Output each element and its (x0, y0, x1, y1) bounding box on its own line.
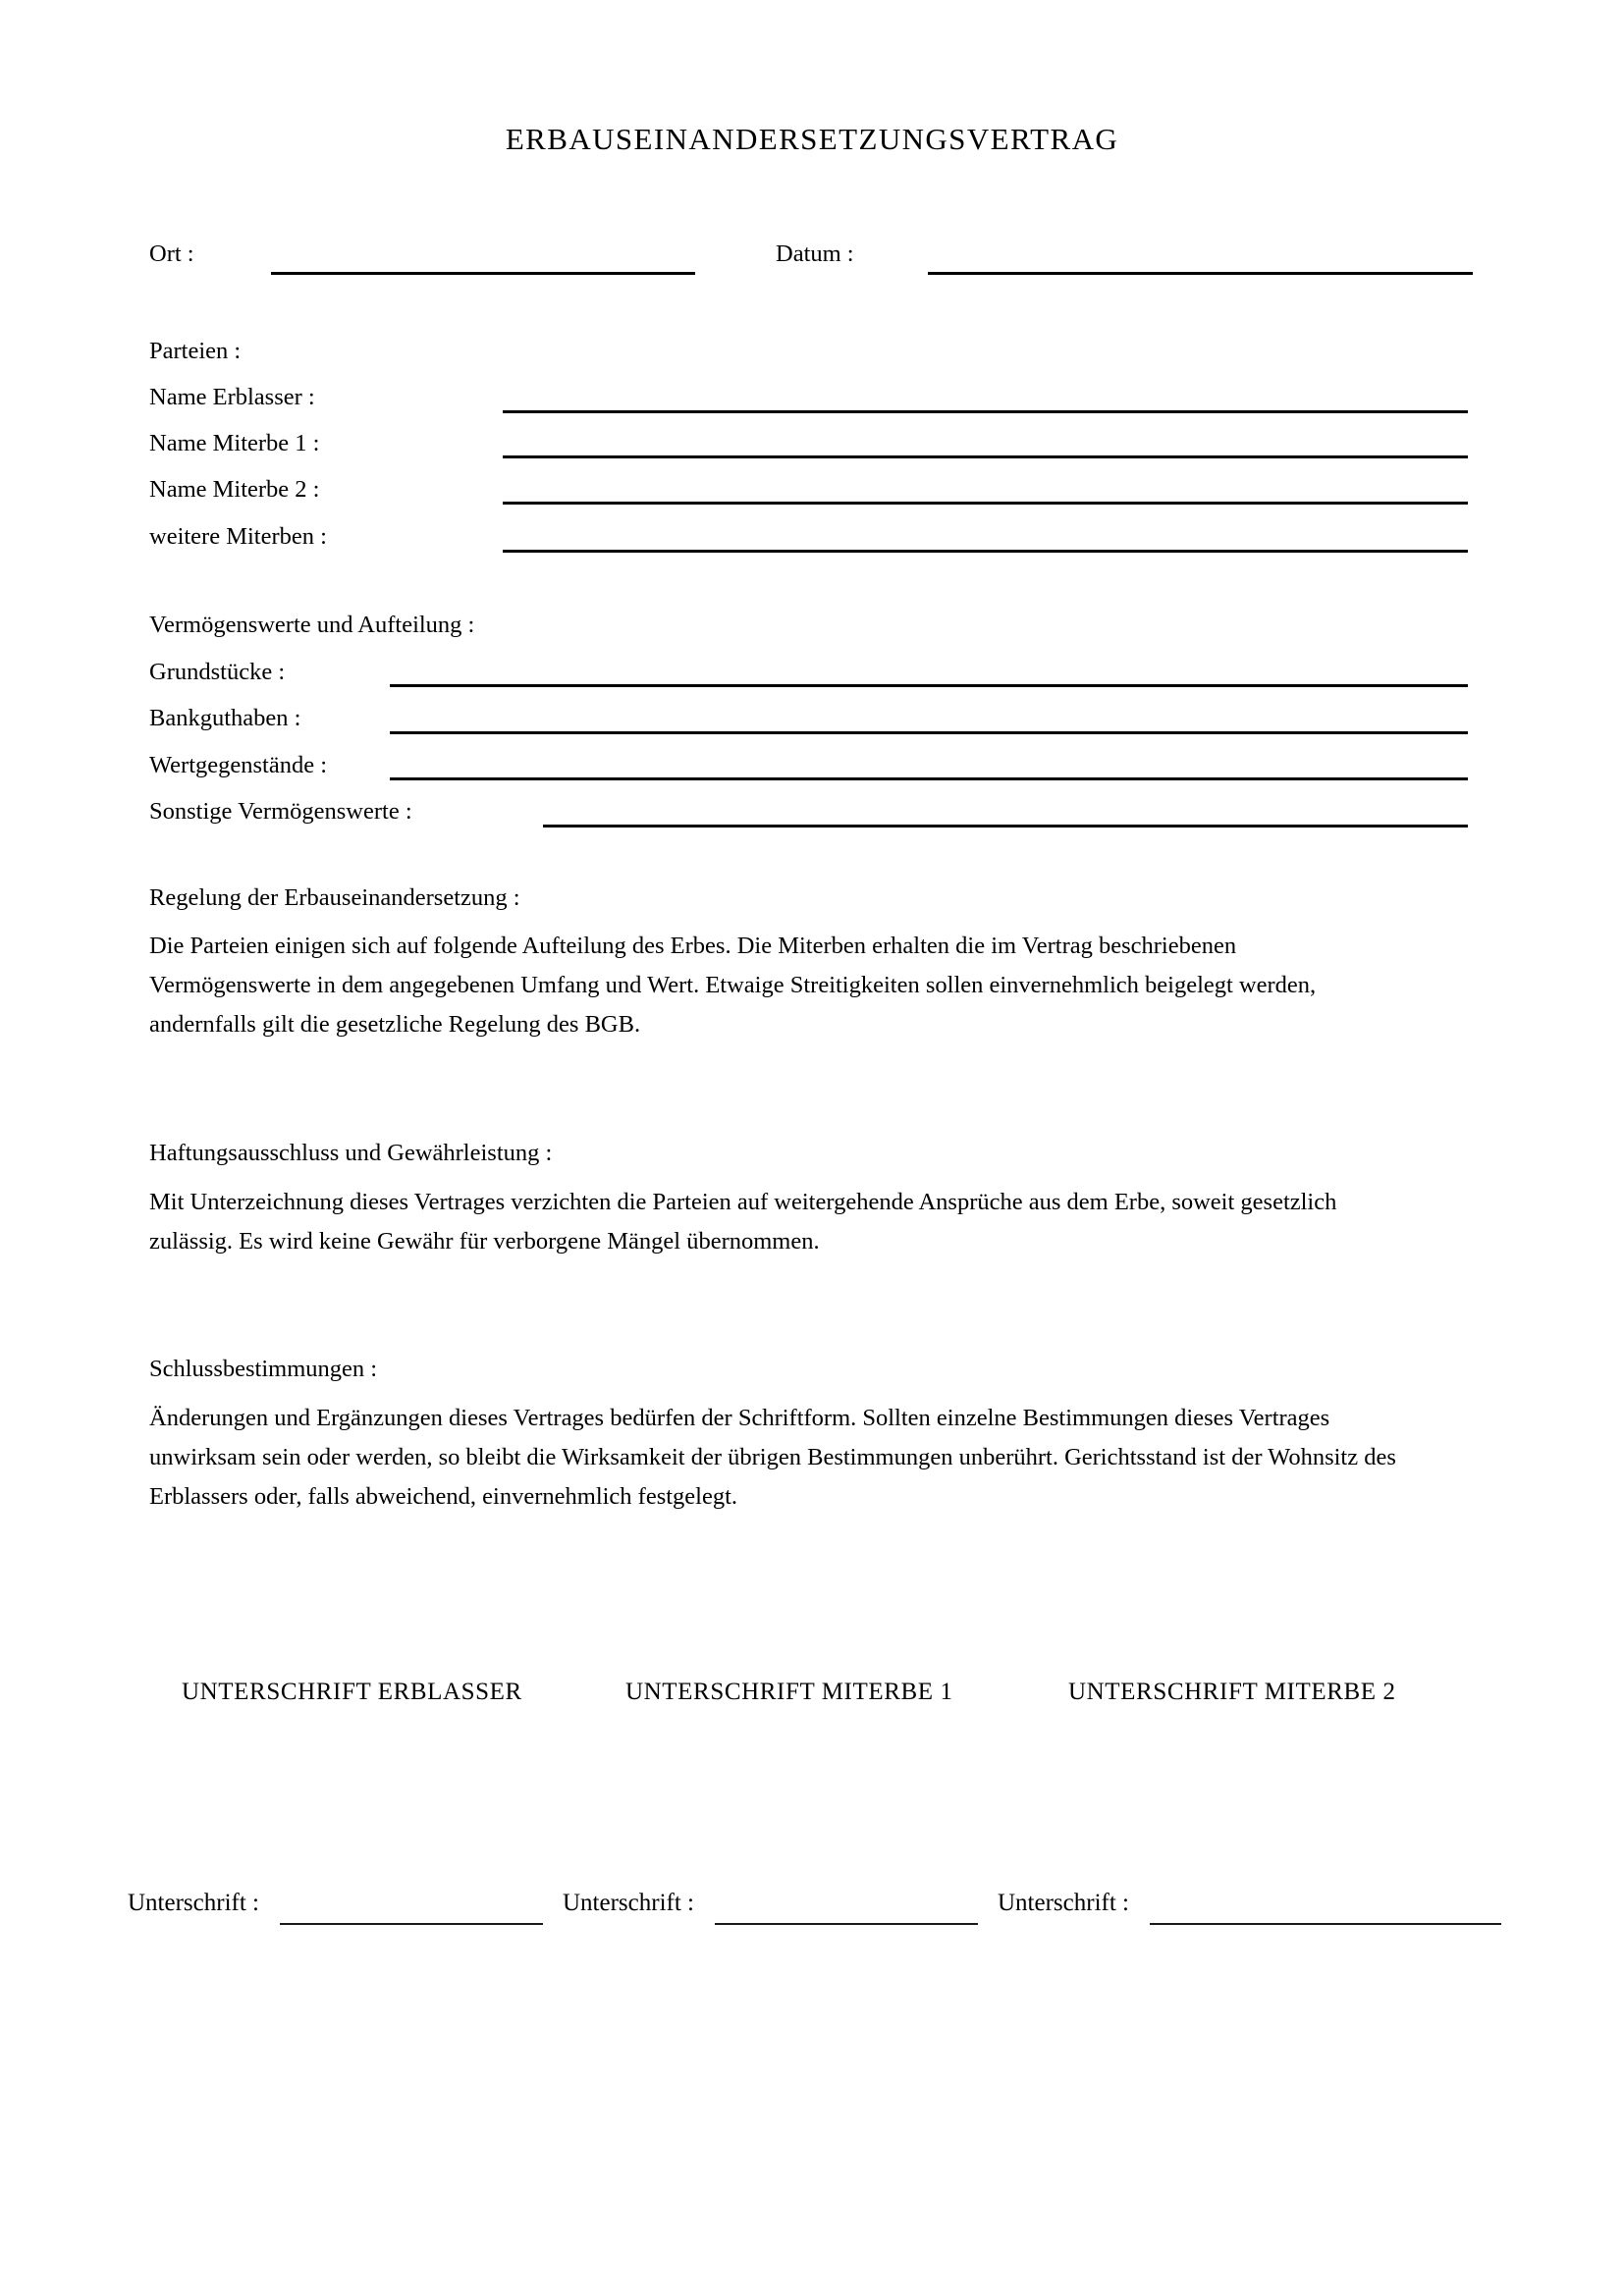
clause-1-heading: Regelung der Erbauseinandersetzung : (149, 884, 520, 911)
clause-3-body: Änderungen und Ergänzungen dieses Vertrages bedürfen der Schriftform. Sollten einzelne Bestimmungen dieses Vertrages unwirksam sein oder werden, so bleibt die Wirksamkeit der übrigen Bestimmungen unberührt. Gerichtsstand ist der Wohnsitz des Erblassers oder, falls abweichend, einvernehmlich festgelegt. (149, 1405, 1396, 1510)
name-miterbe-2-input-line[interactable] (503, 502, 1468, 505)
grundstuecke-input-line[interactable] (390, 684, 1468, 687)
weitere-miterben-label: weitere Miterben : (149, 523, 327, 550)
signature-line-3-label: Unterschrift : (998, 1890, 1129, 1916)
signature-line-2-label: Unterschrift : (563, 1890, 694, 1916)
clause-3-heading: Schlussbestimmungen : (149, 1356, 378, 1382)
name-erblasser-label: Name Erblasser : (149, 384, 315, 410)
name-erblasser-input-line[interactable] (503, 410, 1468, 413)
datum-label: Datum : (776, 240, 854, 267)
wertgegenstaende-input-line[interactable] (390, 777, 1468, 780)
bankguthaben-input-line[interactable] (390, 731, 1468, 734)
signature-caption-miterbe-1: UNTERSCHRIFT MITERBE 1 (625, 1679, 953, 1705)
parties-section-heading: Parteien : (149, 338, 242, 364)
bankguthaben-label: Bankguthaben : (149, 705, 301, 731)
signature-line-2-input-line[interactable] (715, 1923, 978, 1925)
clause-1-body: Die Parteien einigen sich auf folgende Aufteilung des Erbes. Die Miterben erhalten die im Vertrag beschriebenen Vermögenswerte in dem angegebenen Umfang und Wert. Etwaige Streitigkeiten sollen einvernehmlich beigelegt werden, andernfalls gilt die gesetzliche Regelung des BGB. (149, 933, 1317, 1038)
name-miterbe-2-label: Name Miterbe 2 : (149, 476, 320, 503)
page-title: ERBAUSEINANDERSETZUNGSVERTRAG (505, 122, 1119, 156)
signature-line-1-label: Unterschrift : (128, 1890, 259, 1916)
clause-2-body: Mit Unterzeichnung dieses Vertrages verzichten die Parteien auf weitergehende Ansprüche aus dem Erbe, soweit gesetzlich zulässig. Es wird keine Gewähr für verborgene Mängel übernommen. (149, 1189, 1337, 1255)
sonstige-vermoegenswerte-input-line[interactable] (543, 825, 1468, 828)
signature-line-3-input-line[interactable] (1150, 1923, 1501, 1925)
signature-caption-erblasser: UNTERSCHRIFT ERBLASSER (182, 1679, 522, 1705)
clause-2-heading: Haftungsausschluss und Gewährleistung : (149, 1140, 553, 1166)
grundstuecke-label: Grundstücke : (149, 659, 286, 685)
assets-section-heading: Vermögenswerte und Aufteilung : (149, 612, 475, 638)
ort-label: Ort : (149, 240, 194, 267)
name-miterbe-1-input-line[interactable] (503, 455, 1468, 458)
signature-caption-miterbe-2: UNTERSCHRIFT MITERBE 2 (1068, 1679, 1396, 1705)
name-miterbe-1-label: Name Miterbe 1 : (149, 430, 320, 456)
signature-line-1-input-line[interactable] (280, 1923, 543, 1925)
sonstige-vermoegenswerte-label: Sonstige Vermögenswerte : (149, 798, 412, 825)
wertgegenstaende-label: Wertgegenstände : (149, 752, 328, 778)
datum-input-line[interactable] (928, 272, 1473, 275)
ort-input-line[interactable] (271, 272, 695, 275)
weitere-miterben-input-line[interactable] (503, 550, 1468, 553)
